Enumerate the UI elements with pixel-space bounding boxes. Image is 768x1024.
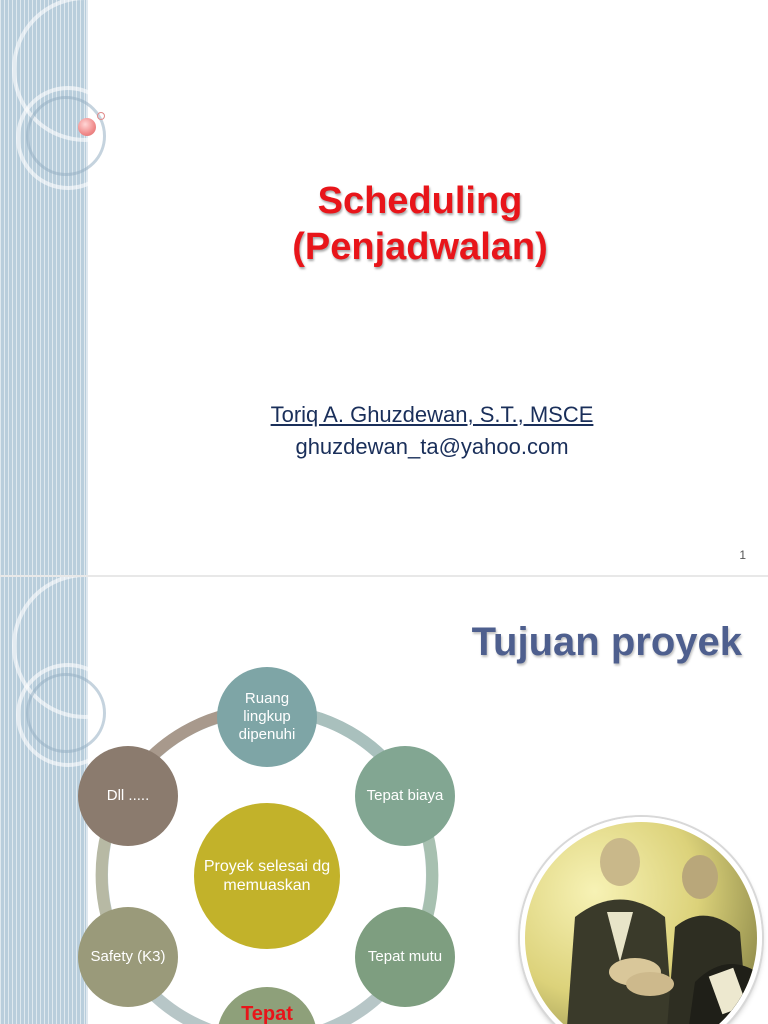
title-line-2: (Penjadwalan) bbox=[292, 226, 548, 268]
title-line-1: Scheduling bbox=[317, 180, 523, 222]
cycle-node-dll: Dll ..... bbox=[78, 746, 178, 846]
photo-illustration bbox=[525, 822, 757, 1024]
slide-2 bbox=[0, 577, 768, 1024]
decorative-ring bbox=[26, 96, 106, 176]
page-number: 1 bbox=[739, 548, 746, 562]
cycle-node-ruang-lingkup: Ruang lingkup dipenuhi bbox=[217, 667, 317, 767]
cycle-center: Proyek selesai dg memuaskan bbox=[194, 803, 340, 949]
cycle-node-tepat-mutu: Tepat mutu bbox=[355, 907, 455, 1007]
slide-title: Tujuan proyek bbox=[471, 620, 742, 664]
author-email: ghuzdewan_ta@yahoo.com bbox=[295, 434, 569, 459]
author-link[interactable]: Toriq A. Ghuzdewan, S.T., MSCE bbox=[270, 402, 594, 427]
slide-title bbox=[220, 178, 620, 270]
cycle-node-tepat-biaya: Tepat biaya bbox=[355, 746, 455, 846]
cycle-node-safety: Safety (K3) bbox=[78, 907, 178, 1007]
decorative-dot bbox=[97, 112, 105, 120]
decorative-dot bbox=[78, 118, 96, 136]
cycle-diagram bbox=[60, 647, 480, 1024]
business-people-applauding-image bbox=[520, 817, 762, 1024]
bottom-node-label: Tepat bbox=[241, 1003, 293, 1024]
